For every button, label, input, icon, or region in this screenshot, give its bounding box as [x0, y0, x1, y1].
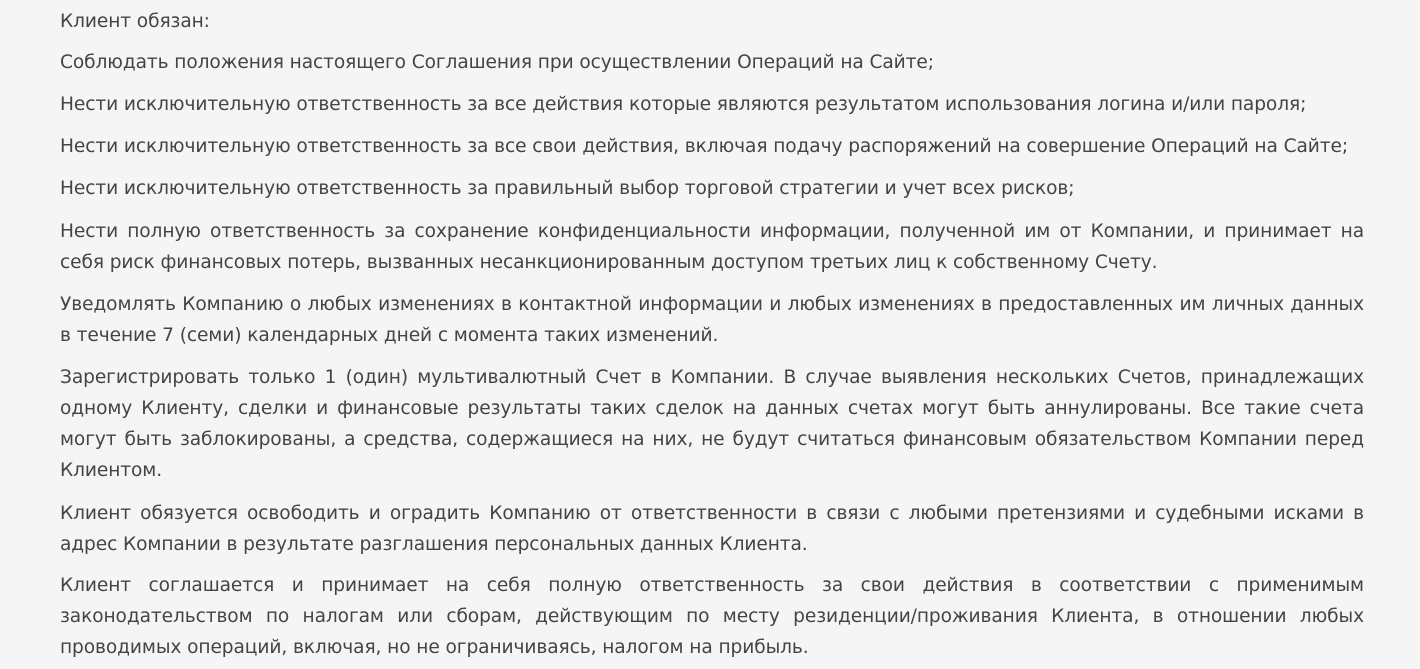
- paragraph-5: Нести полную ответственность за сохранение конфиденциальности информации, полученной им от Компании, и принимает на себя риск финансовых потерь, вызванных несанкционированным доступом третьих лиц к собственному Счету.: [60, 221, 1364, 273]
- paragraph-9: Клиент соглашается и принимает на себя полную ответственность за свои действия в соответствии с применимым законодательством по налогам или сборам, действующим по месту резиденции/проживания Клиента, в отношении любых проводимых операций, включая, но не ограничиваясь, налогом на прибыль.: [60, 575, 1364, 658]
- paragraph-3: Нести исключительную ответственность за все свои действия, включая подачу распоряжений на совершение Операций на Сайте;: [60, 136, 1348, 157]
- paragraph-6: Уведомлять Компанию о любых изменениях в контактной информации и любых изменениях в предоставленных им личных данных в течение 7 (семи) календарных дней с момента таких изменений.: [60, 294, 1364, 346]
- paragraph-8: Клиент обязуется освободить и оградить Компанию от ответственности в связи с любыми претензиями и судебными исками в адрес Компании в результате разглашения персональных данных Клиента.: [60, 503, 1364, 555]
- paragraph-1: Соблюдать положения настоящего Соглашения при осуществлении Операций на Сайте;: [60, 52, 934, 73]
- paragraph-2: Нести исключительную ответственность за все действия которые являются результатом использования логина и/или пароля;: [60, 94, 1307, 115]
- heading: Клиент обязан:: [60, 11, 210, 32]
- paragraph-4: Нести исключительную ответственность за правильный выбор торговой стратегии и учет всех рисков;: [60, 178, 1075, 199]
- paragraph-7: Зарегистрировать только 1 (один) мультивалютный Счет в Компании. В случае выявления нескольких Счетов, принадлежащих одному Клиенту, сделки и финансовые результаты таких сделок на данных счетах могут быть аннулированы. Все такие счета могут быть заблокированы, а средства, содержащиеся на них, не будут считаться финансовым обязательством Компании перед Клиентом.: [60, 367, 1364, 481]
